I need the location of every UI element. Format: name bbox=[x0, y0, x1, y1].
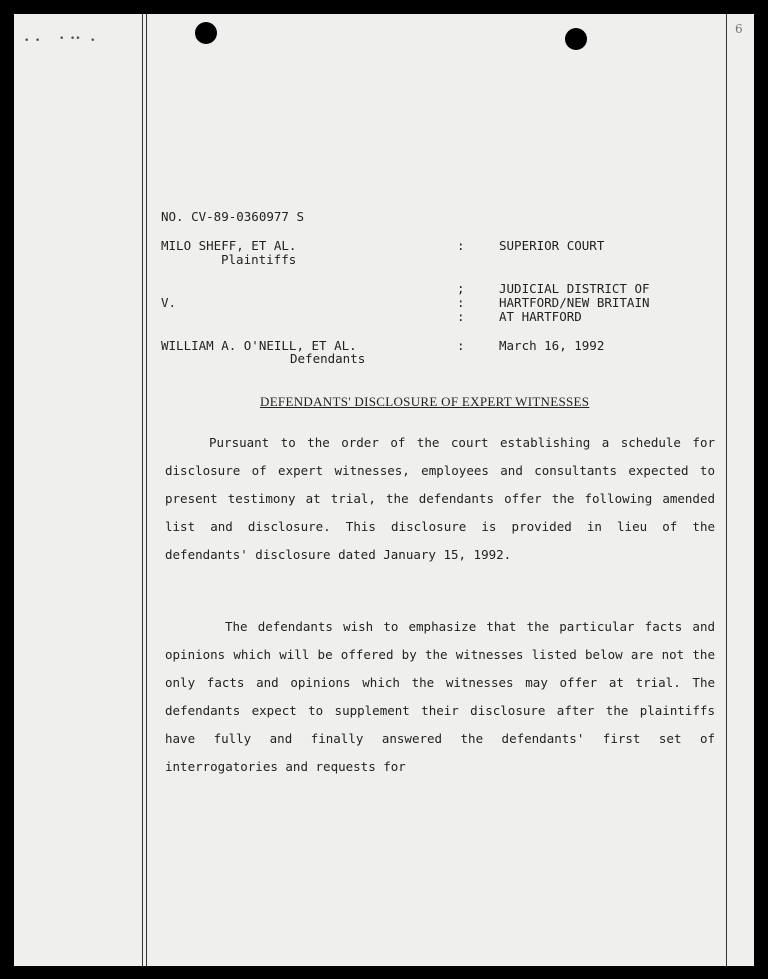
paragraph-1: Pursuant to the order of the court establishing a schedule for disclosure of expert witnesses, employees and consultants expected to present testimony at trial, the defendants offer the following amended list and disclosure. This disclosure is provided in lieu of the defendants' disclosure dated January 15, 1992. bbox=[165, 435, 715, 562]
left-margin-rule-inner bbox=[146, 14, 147, 966]
defendant-role: Defendants bbox=[290, 351, 366, 366]
scan-speck: • bbox=[90, 36, 96, 46]
page-number: 6 bbox=[735, 22, 743, 36]
punch-hole-right bbox=[565, 28, 587, 50]
caption-separator: : bbox=[457, 295, 465, 310]
document-title: DEFENDANTS' DISCLOSURE OF EXPERT WITNESSES bbox=[260, 394, 590, 409]
court-name: SUPERIOR COURT bbox=[499, 238, 605, 253]
district-line-1: JUDICIAL DISTRICT OF bbox=[499, 281, 650, 296]
filing-date: March 16, 1992 bbox=[499, 338, 605, 353]
case-number: NO. CV-89-0360977 S bbox=[161, 209, 304, 224]
district-line-2: HARTFORD/NEW BRITAIN bbox=[499, 295, 650, 310]
plaintiff-role: Plaintiffs bbox=[221, 252, 297, 267]
caption-separator: ; bbox=[457, 281, 465, 296]
punch-hole-left bbox=[195, 22, 217, 44]
caption-separator: : bbox=[457, 309, 465, 324]
paragraph-2: The defendants wish to emphasize that the particular facts and opinions which will be offered by the witnesses listed below are not the only facts and opinions which the witnesses may offer at trial. The defendants expect to supplement their disclosure after the plaintiffs have fully and finally answered the defendants' first set of interrogatories and requests for bbox=[165, 619, 715, 774]
scan-speck: • • bbox=[24, 36, 41, 46]
district-line-3: AT HARTFORD bbox=[499, 309, 582, 324]
left-margin-rule bbox=[142, 14, 143, 966]
right-margin-rule bbox=[726, 14, 727, 966]
caption-separator: : bbox=[457, 238, 465, 253]
scan-speck: • •• bbox=[59, 34, 81, 44]
caption-separator: : bbox=[457, 338, 465, 353]
defendant-name: WILLIAM A. O'NEILL, ET AL. bbox=[161, 338, 357, 353]
versus: V. bbox=[161, 295, 177, 310]
document-page bbox=[14, 14, 754, 966]
plaintiff-name: MILO SHEFF, ET AL. bbox=[161, 238, 297, 253]
